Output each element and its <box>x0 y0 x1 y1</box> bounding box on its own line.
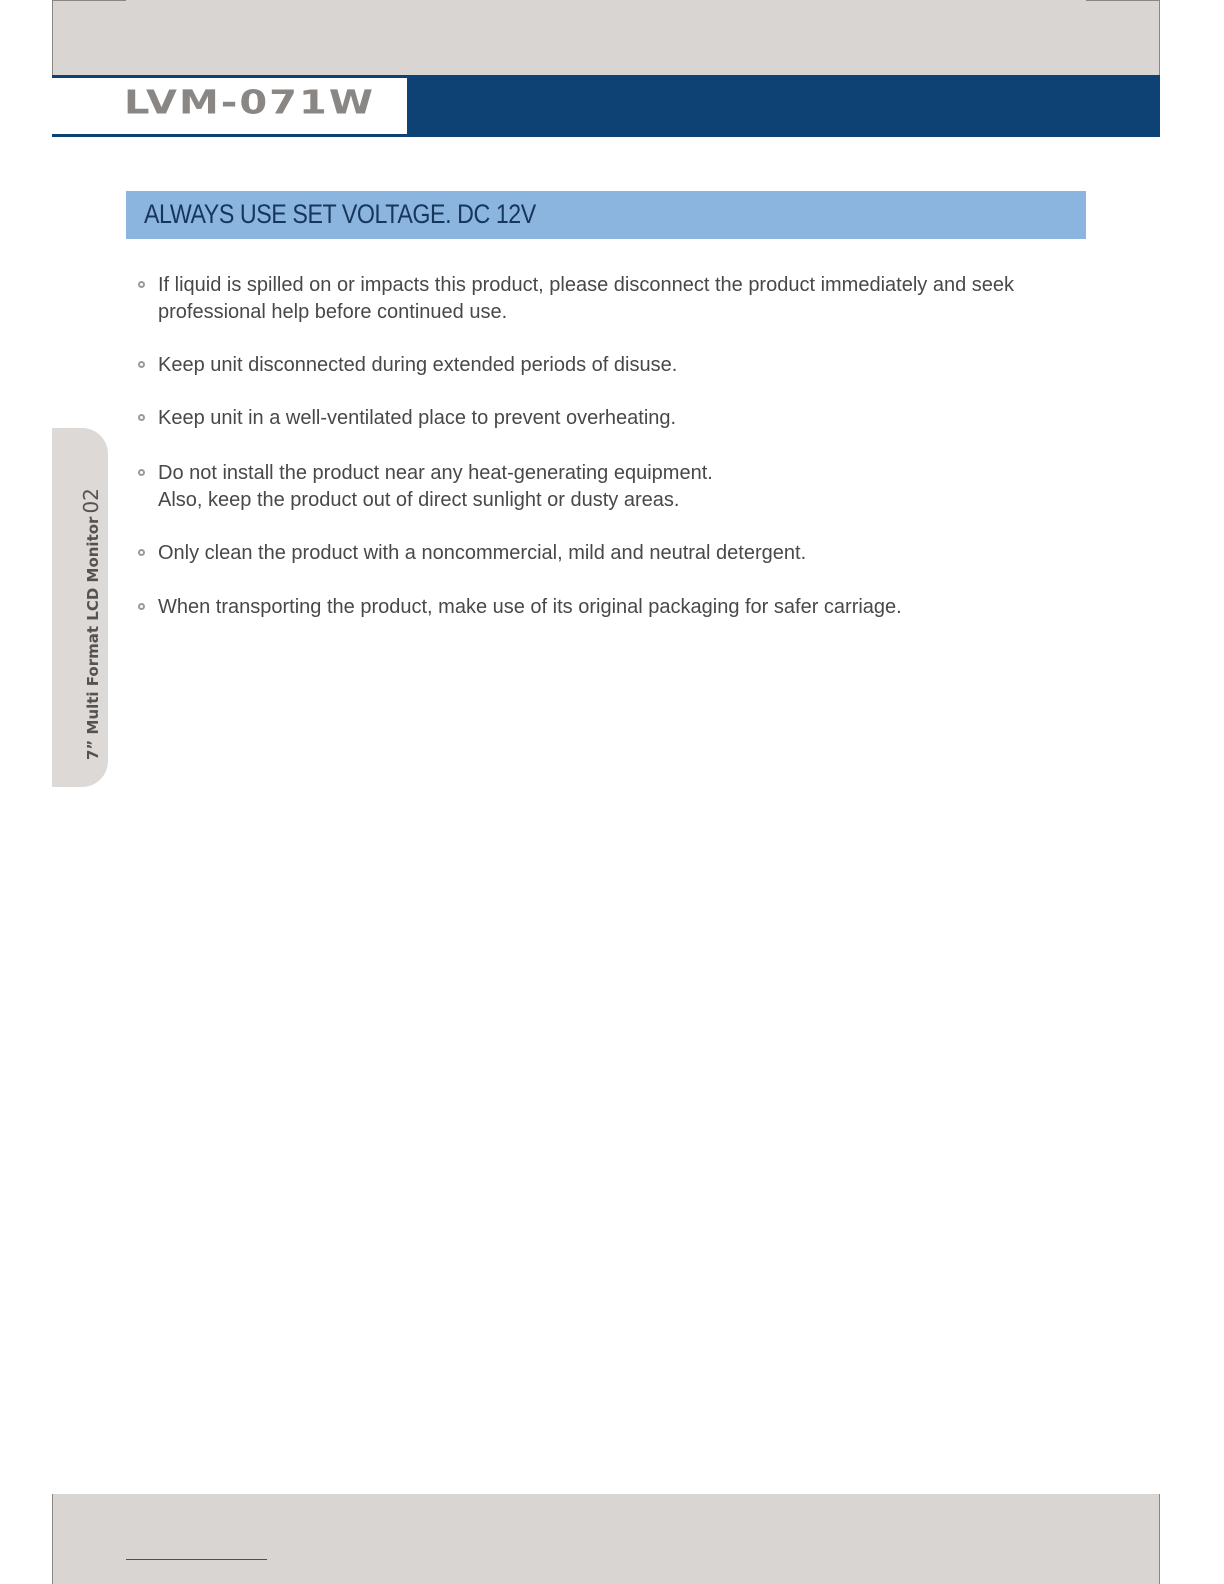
section-title: ALWAYS USE SET VOLTAGE. DC 12V <box>144 199 536 229</box>
bullet-circle-icon <box>138 603 145 610</box>
page-number: 02 <box>79 488 103 514</box>
bullet-circle-icon <box>138 469 145 476</box>
list-item-text: Only clean the product with a noncommercial, mild and neutral detergent. <box>158 542 807 564</box>
product-name: 7” Multi Format LCD Monitor <box>84 516 102 760</box>
footer-link-underline <box>126 1559 267 1560</box>
list-item-text: When transporting the product, make use of its original packaging for safer carriage. <box>158 596 902 618</box>
crop-mark-left <box>52 0 126 1</box>
list-item-text: If liquid is spilled on or impacts this product, please disconnect the product immediately and seek <box>158 274 1015 296</box>
bullet-circle-icon <box>138 549 145 556</box>
list-item-text: Do not install the product near any heat-generating equipment. <box>158 462 713 484</box>
list-item-text: Keep unit disconnected during extended periods of disuse. <box>158 354 678 376</box>
bullet-circle-icon <box>138 281 145 288</box>
crop-mark-right <box>1086 0 1160 1</box>
top-band <box>52 0 1160 76</box>
list-item-text: Also, keep the product out of direct sunlight or dusty areas. <box>158 489 680 511</box>
model-logo: LVM-071W <box>124 84 375 122</box>
bullet-circle-icon <box>138 361 145 368</box>
bottom-band <box>52 1494 1160 1584</box>
list-item-text: Keep unit in a well-ventilated place to prevent overheating. <box>158 407 677 429</box>
side-tab-label <box>80 488 104 760</box>
bullet-circle-icon <box>138 414 145 421</box>
list-item-text: professional help before continued use. <box>158 301 508 323</box>
